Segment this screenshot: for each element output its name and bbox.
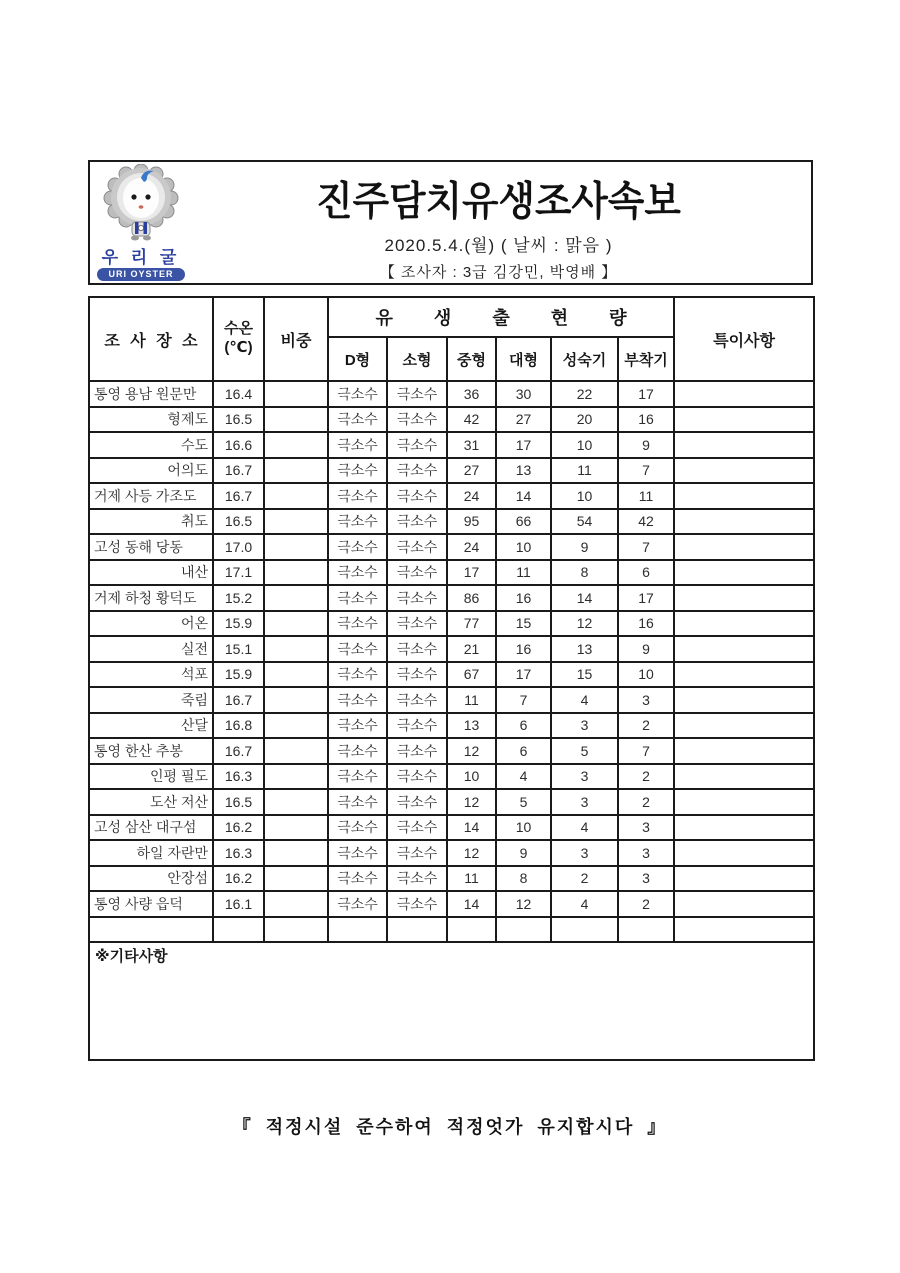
mature-cell: 15 (551, 662, 618, 688)
d-type-cell: 극소수 (328, 611, 387, 637)
large-cell: 14 (496, 483, 551, 509)
date-line: 2020.5.4.(월) ( 날씨 : 맑음 ) (384, 236, 613, 255)
note-cell (674, 585, 814, 611)
small-cell: 극소수 (387, 381, 447, 407)
place-cell: 안장섬 (89, 866, 213, 892)
gravity-cell (264, 585, 328, 611)
page-title: 진주담치유생조사속보 (316, 178, 681, 224)
temp-cell: 16.7 (213, 483, 264, 509)
note-cell (674, 840, 814, 866)
temp-cell: 15.2 (213, 585, 264, 611)
temp-header-line1: 수온 (224, 320, 253, 338)
attach-cell: 2 (618, 764, 674, 790)
temp-cell: 16.5 (213, 407, 264, 433)
mature-cell: 54 (551, 509, 618, 535)
attach-cell: 9 (618, 636, 674, 662)
small-cell: 극소수 (387, 483, 447, 509)
mid-cell: 12 (447, 840, 496, 866)
note-cell (674, 815, 814, 841)
note-cell (674, 407, 814, 433)
d-type-cell: 극소수 (328, 509, 387, 535)
col-header-gravity: 비중 (264, 297, 328, 381)
gravity-cell (264, 789, 328, 815)
small-cell: 극소수 (387, 764, 447, 790)
gravity-cell (264, 407, 328, 433)
small-cell: 극소수 (387, 636, 447, 662)
place-cell: 어온 (89, 611, 213, 637)
attach-cell: 3 (618, 840, 674, 866)
note-cell (674, 458, 814, 484)
small-cell: 극소수 (387, 891, 447, 917)
large-cell: 13 (496, 458, 551, 484)
d-type-cell: 극소수 (328, 407, 387, 433)
mature-cell: 10 (551, 483, 618, 509)
note-cell (674, 509, 814, 535)
small-cell: 극소수 (387, 534, 447, 560)
table-row (89, 764, 814, 790)
large-cell: 30 (496, 381, 551, 407)
mid-cell: 42 (447, 407, 496, 433)
brand-korean-text: 우 리 굴 (101, 248, 181, 267)
d-type-cell: 극소수 (328, 815, 387, 841)
gravity-cell (264, 815, 328, 841)
col-header-temp (213, 297, 264, 381)
attach-cell: 2 (618, 789, 674, 815)
attach-cell: 7 (618, 458, 674, 484)
small-cell: 극소수 (387, 866, 447, 892)
place-cell: 고성 동해 당동 (89, 534, 213, 560)
d-type-cell: 극소수 (328, 458, 387, 484)
attach-cell (618, 917, 674, 943)
mature-cell: 9 (551, 534, 618, 560)
large-cell: 7 (496, 687, 551, 713)
attach-cell: 7 (618, 738, 674, 764)
temp-cell: 15.9 (213, 662, 264, 688)
small-cell (387, 917, 447, 943)
small-cell: 극소수 (387, 713, 447, 739)
col-header-d-type: D형 (328, 337, 387, 381)
d-type-cell: 극소수 (328, 585, 387, 611)
mid-cell: 14 (447, 891, 496, 917)
mid-cell: 10 (447, 764, 496, 790)
note-cell (674, 432, 814, 458)
temp-header-line2: (℃) (224, 339, 253, 356)
d-type-cell: 극소수 (328, 738, 387, 764)
large-cell: 6 (496, 738, 551, 764)
temp-cell: 16.2 (213, 866, 264, 892)
place-cell: 실전 (89, 636, 213, 662)
small-cell: 극소수 (387, 611, 447, 637)
survey-table (88, 296, 815, 1061)
large-cell: 11 (496, 560, 551, 586)
mid-cell: 24 (447, 534, 496, 560)
attach-cell: 42 (618, 509, 674, 535)
small-cell: 극소수 (387, 432, 447, 458)
attach-cell: 2 (618, 891, 674, 917)
gravity-cell (264, 381, 328, 407)
note-cell (674, 560, 814, 586)
attach-cell: 3 (618, 687, 674, 713)
mature-cell: 10 (551, 432, 618, 458)
mid-cell: 95 (447, 509, 496, 535)
brand-english-banner: URI OYSTER (97, 268, 185, 281)
mature-cell: 2 (551, 866, 618, 892)
temp-cell: 17.0 (213, 534, 264, 560)
temp-cell: 16.7 (213, 738, 264, 764)
table-row (89, 381, 814, 407)
place-cell: 거제 사등 가조도 (89, 483, 213, 509)
mid-cell: 77 (447, 611, 496, 637)
mid-cell: 11 (447, 866, 496, 892)
gravity-cell (264, 534, 328, 560)
large-cell: 66 (496, 509, 551, 535)
attach-cell: 6 (618, 560, 674, 586)
mature-cell: 14 (551, 585, 618, 611)
attach-cell: 11 (618, 483, 674, 509)
mid-cell: 12 (447, 738, 496, 764)
note-cell (674, 866, 814, 892)
small-cell: 극소수 (387, 407, 447, 433)
d-type-cell: 극소수 (328, 840, 387, 866)
note-cell (674, 764, 814, 790)
table-row (89, 636, 814, 662)
note-cell (674, 483, 814, 509)
d-type-cell: 극소수 (328, 636, 387, 662)
temp-cell: 16.1 (213, 891, 264, 917)
header-box (88, 160, 813, 285)
small-cell: 극소수 (387, 509, 447, 535)
attach-cell: 7 (618, 534, 674, 560)
gravity-cell (264, 662, 328, 688)
table-row (89, 458, 814, 484)
table-row (89, 483, 814, 509)
etc-section-label: ※기타사항 (89, 942, 814, 1060)
col-header-mid: 중형 (447, 337, 496, 381)
temp-cell: 16.7 (213, 687, 264, 713)
gravity-cell (264, 636, 328, 662)
mature-cell (551, 917, 618, 943)
mature-cell: 3 (551, 713, 618, 739)
mid-cell: 67 (447, 662, 496, 688)
gravity-cell (264, 560, 328, 586)
d-type-cell: 극소수 (328, 866, 387, 892)
small-cell: 극소수 (387, 840, 447, 866)
oyster-mascot-icon (101, 164, 181, 244)
table-row (89, 585, 814, 611)
col-header-small: 소형 (387, 337, 447, 381)
table-row (89, 891, 814, 917)
note-cell (674, 713, 814, 739)
large-cell: 4 (496, 764, 551, 790)
table-row (89, 713, 814, 739)
mature-cell: 4 (551, 815, 618, 841)
gravity-cell (264, 917, 328, 943)
temp-cell: 16.3 (213, 764, 264, 790)
small-cell: 극소수 (387, 815, 447, 841)
large-cell: 6 (496, 713, 551, 739)
place-cell: 하일 자란만 (89, 840, 213, 866)
footer-slogan: 『 적정시설 준수하여 적정엇가 유지합시다 』 (232, 1117, 668, 1137)
table-row (89, 815, 814, 841)
place-cell: 어의도 (89, 458, 213, 484)
gravity-cell (264, 611, 328, 637)
temp-cell: 17.1 (213, 560, 264, 586)
note-cell (674, 687, 814, 713)
place-cell: 거제 하청 황덕도 (89, 585, 213, 611)
table-row (89, 611, 814, 637)
mid-cell: 13 (447, 713, 496, 739)
d-type-cell: 극소수 (328, 381, 387, 407)
note-cell (674, 891, 814, 917)
note-cell (674, 534, 814, 560)
place-cell: 통영 사량 읍덕 (89, 891, 213, 917)
table-row (89, 432, 814, 458)
mid-cell: 36 (447, 381, 496, 407)
table-row (89, 866, 814, 892)
small-cell: 극소수 (387, 585, 447, 611)
d-type-cell: 극소수 (328, 891, 387, 917)
temp-cell: 16.3 (213, 840, 264, 866)
large-cell: 5 (496, 789, 551, 815)
mature-cell: 3 (551, 789, 618, 815)
attach-cell: 16 (618, 611, 674, 637)
gravity-cell (264, 764, 328, 790)
d-type-cell: 극소수 (328, 483, 387, 509)
d-type-cell: 극소수 (328, 432, 387, 458)
table-row (89, 738, 814, 764)
d-type-cell: 극소수 (328, 560, 387, 586)
temp-cell: 16.5 (213, 509, 264, 535)
place-cell: 통영 한산 추봉 (89, 738, 213, 764)
mid-cell: 21 (447, 636, 496, 662)
temp-cell: 15.1 (213, 636, 264, 662)
gravity-cell (264, 483, 328, 509)
temp-cell: 15.9 (213, 611, 264, 637)
place-cell: 죽림 (89, 687, 213, 713)
mature-cell: 13 (551, 636, 618, 662)
large-cell: 15 (496, 611, 551, 637)
gravity-cell (264, 866, 328, 892)
table-row (89, 560, 814, 586)
large-cell: 12 (496, 891, 551, 917)
col-header-attach: 부착기 (618, 337, 674, 381)
col-header-mature: 성숙기 (551, 337, 618, 381)
note-cell (674, 789, 814, 815)
mid-cell: 11 (447, 687, 496, 713)
mid-cell: 12 (447, 789, 496, 815)
gravity-cell (264, 840, 328, 866)
mature-cell: 20 (551, 407, 618, 433)
large-cell (496, 917, 551, 943)
table-row (89, 687, 814, 713)
d-type-cell: 극소수 (328, 789, 387, 815)
attach-cell: 10 (618, 662, 674, 688)
large-cell: 16 (496, 636, 551, 662)
table-row (89, 917, 814, 943)
temp-cell: 16.4 (213, 381, 264, 407)
gravity-cell (264, 713, 328, 739)
small-cell: 극소수 (387, 789, 447, 815)
gravity-cell (264, 509, 328, 535)
mid-cell: 17 (447, 560, 496, 586)
small-cell: 극소수 (387, 458, 447, 484)
place-cell: 고성 삼산 대구섬 (89, 815, 213, 841)
large-cell: 10 (496, 534, 551, 560)
place-cell: 인평 필도 (89, 764, 213, 790)
large-cell: 16 (496, 585, 551, 611)
attach-cell: 2 (618, 713, 674, 739)
large-cell: 17 (496, 432, 551, 458)
mature-cell: 4 (551, 687, 618, 713)
mature-cell: 22 (551, 381, 618, 407)
small-cell: 극소수 (387, 560, 447, 586)
d-type-cell: 극소수 (328, 687, 387, 713)
d-type-cell: 극소수 (328, 662, 387, 688)
etc-section-row (89, 942, 814, 1060)
place-cell: 석포 (89, 662, 213, 688)
mid-cell: 31 (447, 432, 496, 458)
place-cell: 형제도 (89, 407, 213, 433)
mature-cell: 4 (551, 891, 618, 917)
mid-cell: 14 (447, 815, 496, 841)
temp-cell: 16.6 (213, 432, 264, 458)
place-cell: 산달 (89, 713, 213, 739)
large-cell: 27 (496, 407, 551, 433)
logo (93, 164, 189, 279)
large-cell: 17 (496, 662, 551, 688)
mature-cell: 3 (551, 764, 618, 790)
table-row (89, 662, 814, 688)
col-header-larvae-group: 유 생 출 현 량 (328, 297, 674, 337)
temp-cell: 16.2 (213, 815, 264, 841)
table-row (89, 407, 814, 433)
place-cell: 통영 용남 원문만 (89, 381, 213, 407)
mature-cell: 3 (551, 840, 618, 866)
temp-cell: 16.8 (213, 713, 264, 739)
mature-cell: 11 (551, 458, 618, 484)
mature-cell: 12 (551, 611, 618, 637)
d-type-cell: 극소수 (328, 713, 387, 739)
attach-cell: 3 (618, 815, 674, 841)
gravity-cell (264, 687, 328, 713)
table-row (89, 534, 814, 560)
note-cell (674, 662, 814, 688)
attach-cell: 17 (618, 585, 674, 611)
mature-cell: 5 (551, 738, 618, 764)
col-header-notes: 특이사항 (674, 297, 814, 381)
note-cell (674, 738, 814, 764)
table-row (89, 789, 814, 815)
col-header-large: 대형 (496, 337, 551, 381)
place-cell: 도산 저산 (89, 789, 213, 815)
gravity-cell (264, 738, 328, 764)
temp-cell: 16.5 (213, 789, 264, 815)
note-cell (674, 636, 814, 662)
d-type-cell (328, 917, 387, 943)
large-cell: 10 (496, 815, 551, 841)
col-header-place: 조 사 장 소 (89, 297, 213, 381)
attach-cell: 17 (618, 381, 674, 407)
small-cell: 극소수 (387, 662, 447, 688)
attach-cell: 3 (618, 866, 674, 892)
place-cell (89, 917, 213, 943)
mid-cell: 27 (447, 458, 496, 484)
mid-cell (447, 917, 496, 943)
d-type-cell: 극소수 (328, 764, 387, 790)
d-type-cell: 극소수 (328, 534, 387, 560)
attach-cell: 9 (618, 432, 674, 458)
mid-cell: 24 (447, 483, 496, 509)
small-cell: 극소수 (387, 738, 447, 764)
note-cell (674, 917, 814, 943)
small-cell: 극소수 (387, 687, 447, 713)
temp-cell (213, 917, 264, 943)
large-cell: 9 (496, 840, 551, 866)
mature-cell: 8 (551, 560, 618, 586)
gravity-cell (264, 432, 328, 458)
surveyor-line: 【 조사자 : 3급 김강민, 박영배 】 (379, 264, 618, 281)
header-row-1 (89, 297, 814, 337)
place-cell: 내산 (89, 560, 213, 586)
attach-cell: 16 (618, 407, 674, 433)
mid-cell: 86 (447, 585, 496, 611)
table-row (89, 509, 814, 535)
gravity-cell (264, 891, 328, 917)
large-cell: 8 (496, 866, 551, 892)
temp-cell: 16.7 (213, 458, 264, 484)
place-cell: 취도 (89, 509, 213, 535)
gravity-cell (264, 458, 328, 484)
table-row (89, 840, 814, 866)
note-cell (674, 611, 814, 637)
header-text (190, 162, 807, 283)
place-cell: 수도 (89, 432, 213, 458)
note-cell (674, 381, 814, 407)
